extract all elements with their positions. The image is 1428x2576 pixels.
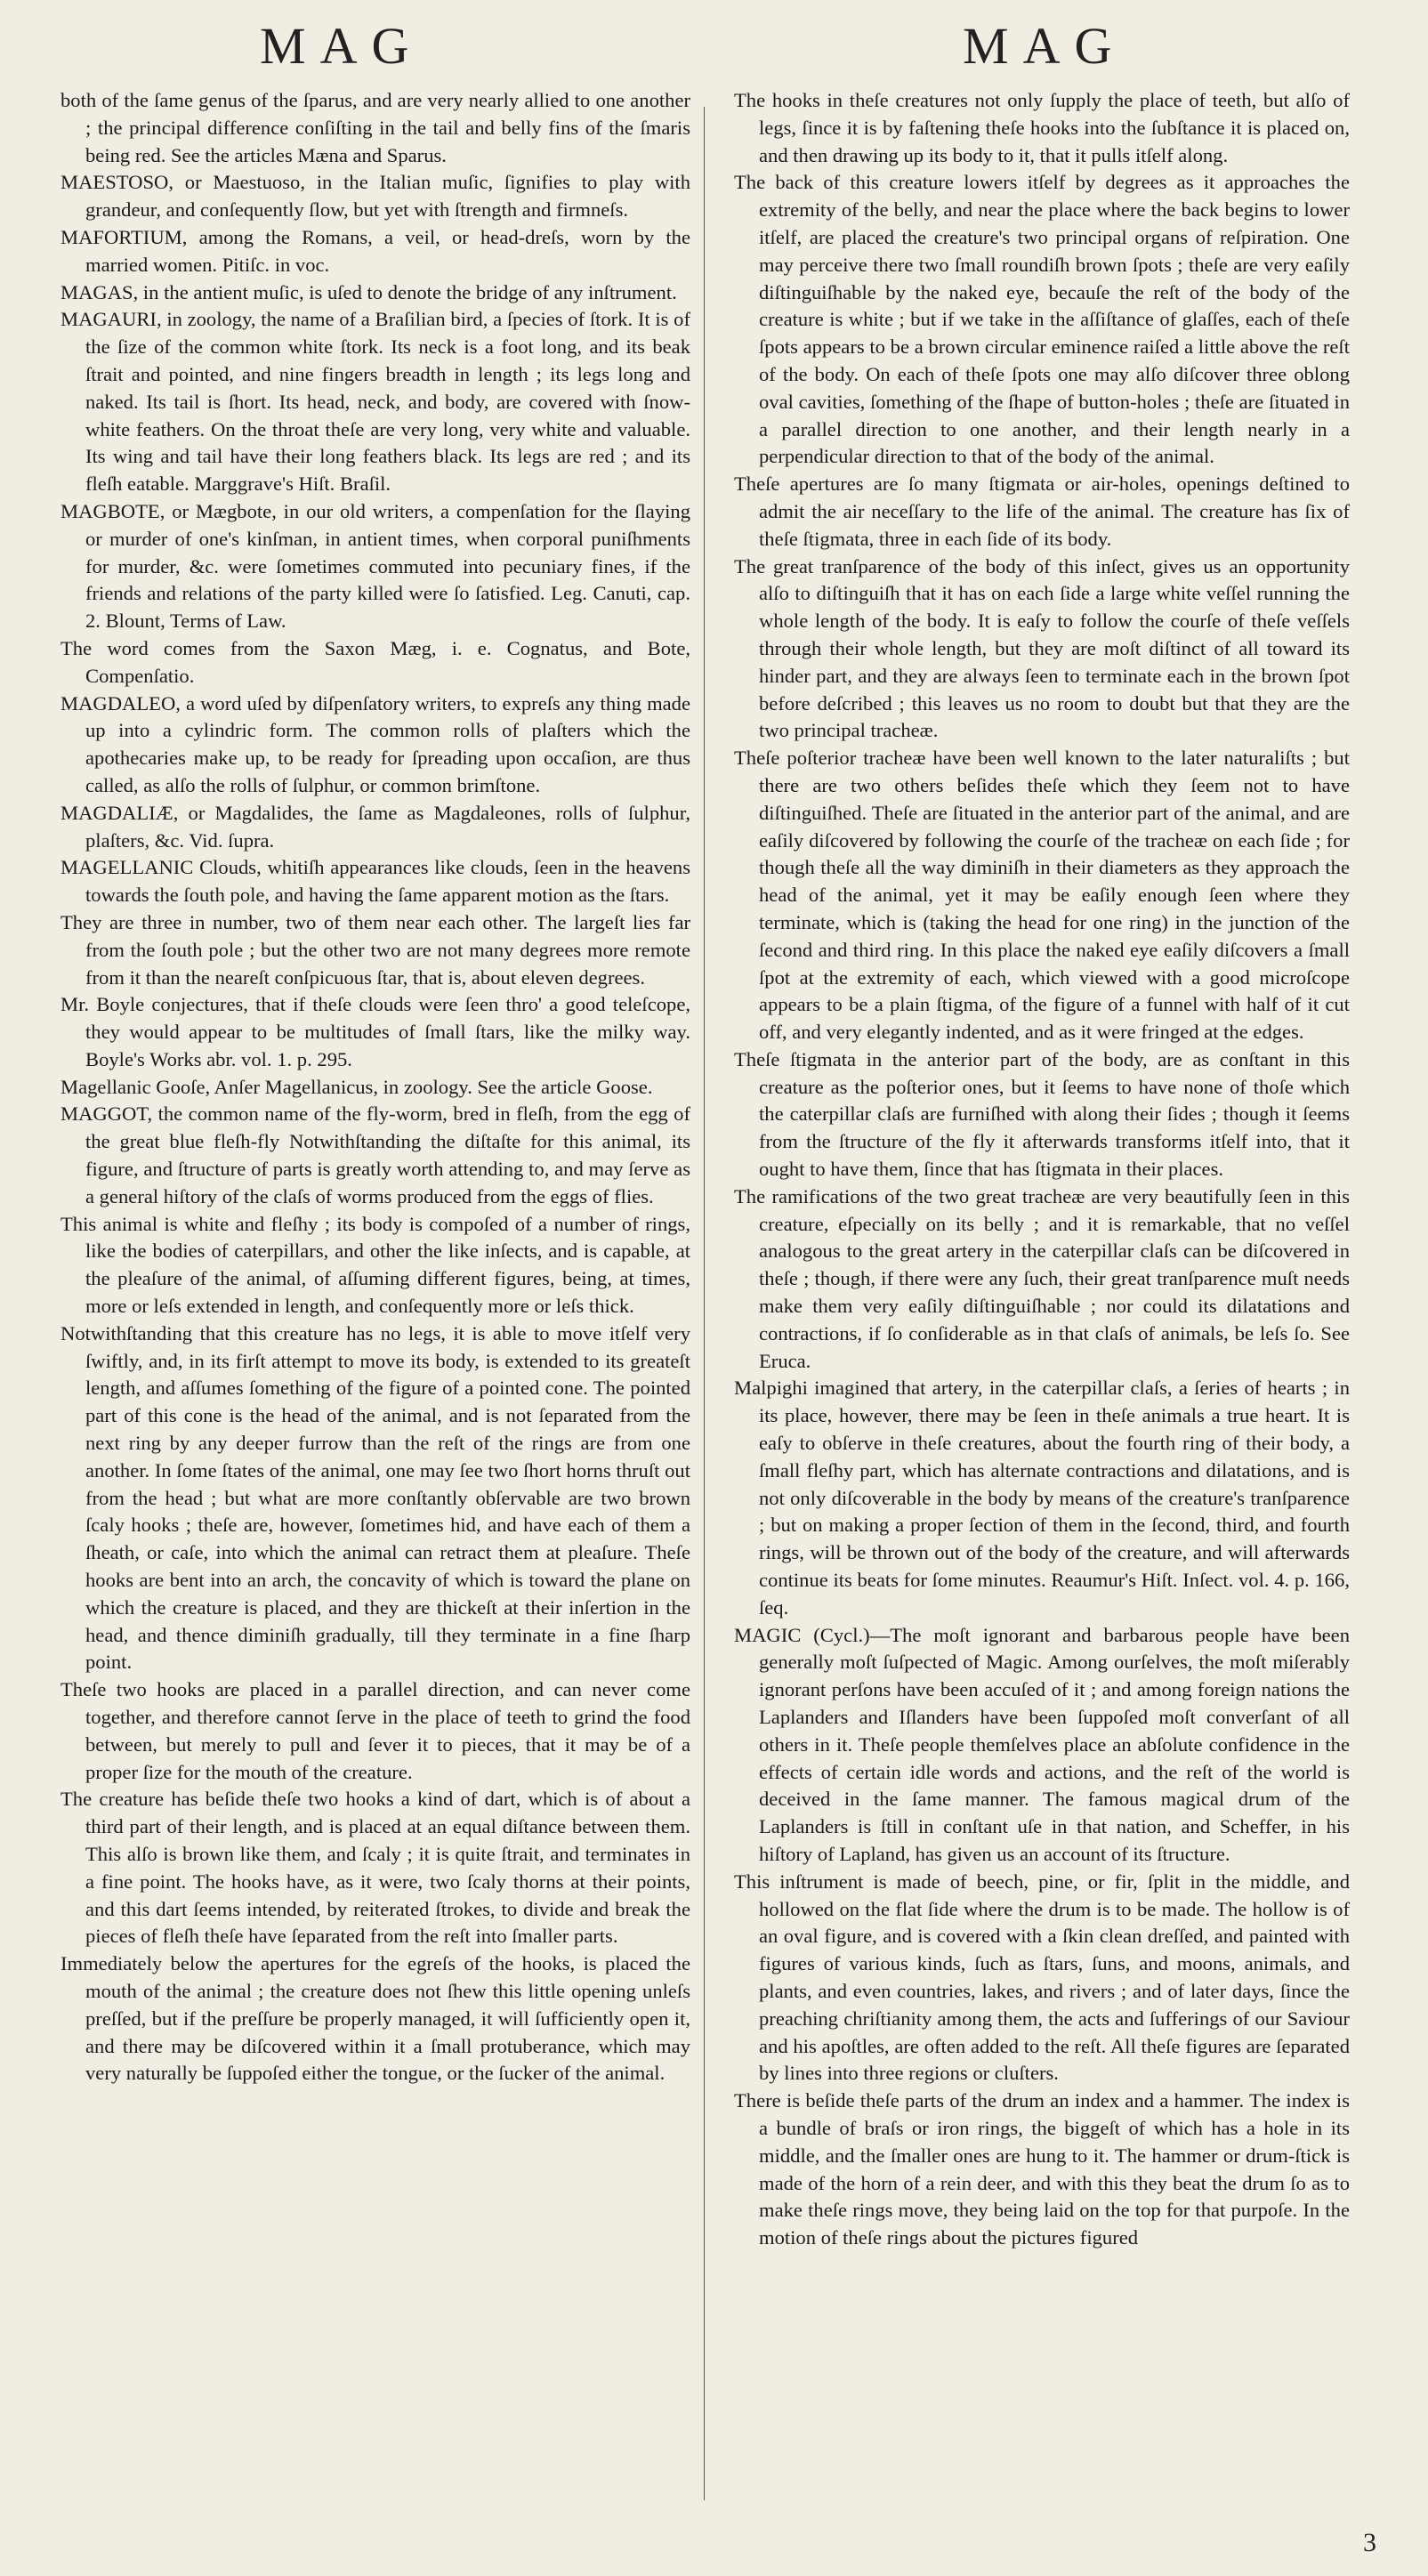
dictionary-entry: MAGDALEO, a word uſed by diſpenſatory writers, to expreſs any thing made up into a cylindric form. The common rolls of plaſters which the apothecaries make up, to be ready for ſpreading upon occaſion, are thus called, as alſo the rolls of ſulphur, or common brimſtone.: [61, 691, 690, 796]
text-paragraph: The word comes from the Saxon Mæg, i. e. Cognatus, and Bote, Compenſatio.: [61, 636, 690, 687]
left-column: [61, 87, 690, 2087]
text-paragraph: The back of this creature lowers itſelf by degrees as it approaches the extremity of the belly, and near the place where the back begins to lower itſelf, are placed the creature's two principal organs of reſpiration. One may perceive there two ſmall roundiſh brown ſpots ; theſe are very eaſily diſtinguiſhable by the naked eye, becauſe the reſt of the body of the creature is white ; but if we take in the aſſiſtance of glaſſes, each of theſe ſpots appears to be a brown circular eminence raiſed a little above the reſt of the body. On each of theſe ſpots one may alſo diſcover three oblong oval cavities, ſomething of the ſhape of button-holes ; theſe are ſituated in a parallel direction to one another, and their length nearly in a perpendicular direction to that of the body of the animal.: [734, 171, 1350, 468]
dictionary-entry: MAESTOSO, or Maestuoso, in the Italian muſic, ſignifies to play with grandeur, and conſequently ſlow, but yet with ſtrength and firmneſs.: [61, 171, 690, 222]
right-column: [734, 87, 1350, 2252]
text-paragraph: Malpighi imagined that artery, in the caterpillar claſs, a ſeries of hearts ; in its place, however, there may be ſeen in theſe animals a true heart. It is eaſy to obſerve in theſe creatures, about the fourth ring of their body, a ſmall fleſhy part, which has alternate contractions and dilatations, and is not only diſcoverable in the body by means of the creature's tranſparence ; but on making a proper ſection of them in the ſecond, third, and fourth rings, will be thrown out of the body of the creature, and will afterwards continue its beats for ſome minutes. Reaumur's Hiſt. Inſect. vol. 4. p. 166, ſeq.: [734, 1377, 1350, 1619]
dictionary-entry: MAFORTIUM, among the Romans, a veil, or head-dreſs, worn by the married women. Pitiſc. in voc.: [61, 225, 690, 276]
dictionary-entry: Magellanic Gooſe, Anſer Magellanicus, in zoology. See the article Goose.: [61, 1075, 653, 1098]
text-paragraph: The creature has beſide theſe two hooks a kind of dart, which is of about a third part of their length, and is placed at an equal diſtance between them. This alſo is brown like them, and ſcaly ; it is quite ſtrait, and terminates in a fine point. The hooks have, as it were, two ſcaly thorns at their points, and this dart ſeems intended, by reiterated ſtrokes, to divide and break the pieces of fleſh theſe have ſeparated from the reſt into ſmaller parts.: [61, 1788, 690, 1948]
dictionary-entry: MAGBOTE, or Mægbote, in our old writers, a compenſation for the ſlaying or murder of one's kinſman, in antient times, when corporal puniſhments for murder, &c. were ſometimes commuted into pecuniary fines, if the friends and relations of the party killed were ſo ſatisfied. Leg. Canuti, cap. 2. Blount, Terms of Law.: [61, 499, 690, 633]
text-paragraph: The hooks in theſe creatures not only ſupply the place of teeth, but alſo of legs, ſince it is by faſtening theſe hooks into the ſubſtance it is placed on, and then drawing up its body to it, that it pulls itſelf along.: [734, 89, 1350, 166]
text-paragraph: This animal is white and fleſhy ; its body is compoſed of a number of rings, like the bodies of caterpillars, and other the like inſects, and is capable, at the pleaſure of the animal, of aſſuming different figures, being, at times, more or leſs extended in length, and conſequently more or leſs thick.: [61, 1212, 690, 1318]
text-paragraph: Immediately below the apertures for the egreſs of the hooks, is placed the mouth of the animal ; the creature does not ſhew this little opening unleſs preſſed, but if the preſſure be properly managed, it will ſufficiently open it, and there may be diſcovered within it a ſmall protuberance, which may very naturally be ſuppoſed either the tongue, or the ſucker of the animal.: [61, 1952, 690, 2085]
text-paragraph: This inſtrument is made of beech, pine, or fir, ſplit in the middle, and hollowed on the flat ſide where the drum is to be made. The hollow is of an oval figure, and is covered with a ſkin clean dreſſed, and painted with figures of various kinds, ſuch as ſtars, ſuns, and moons, animals, and plants, and even countries, lakes, and rivers ; and of later days, ſince the preaching chriſtianity among them, the acts and ſufferings of our Saviour and his apoſtles, are often added to the reſt. All theſe figures are ſeparated by lines into three regions or cluſters.: [734, 1869, 1350, 2085]
text-paragraph: The ramifications of the two great tracheæ are very beautifully ſeen in this creature, eſpecially on its belly ; and it is remarkable, that no veſſel analogous to the great artery in the caterpillar claſs can be diſcovered in theſe ; though, if there were any ſuch, their great tranſparence muſt needs make them very eaſily diſtinguiſhable ; nor could its dilatations and contractions, if ſo conſiderable as in that claſs of animals, be leſs ſo. See Eruca.: [734, 1184, 1350, 1372]
text-paragraph: They are three in number, two of them near each other. The largeſt lies far from the ſouth pole ; but the other two are not many degrees more remote from it than the neareſt conſpicuous ſtar, that is, about eleven degrees.: [61, 910, 690, 989]
text-paragraph: both of the ſame genus of the ſparus, and are very nearly allied to one another ; the principal difference conſiſting in the tail and belly fins of the ſmaris being red. See the articles Mæna and Sparus.: [61, 89, 690, 166]
dictionary-entry: MAGELLANIC Clouds, whitiſh appearances like clouds, ſeen in the heavens towards the ſouth pole, and having the ſame apparent motion as the ſtars.: [61, 856, 690, 907]
text-paragraph: There is beſide theſe parts of the drum an index and a hammer. The index is a bundle of braſs or iron rings, the biggeſt of which has a hole in its middle, and the ſmaller ones are hung to it. The hammer or drum-ſtick is made of the horn of a rein deer, and with this they beat the drum ſo as to make theſe rings move, they being laid on the top for that purpoſe. In the motion of theſe rings about the pictures figured: [734, 2089, 1350, 2249]
dictionary-entry: MAGAS, in the antient muſic, is uſed to denote the bridge of any inſtrument.: [61, 280, 677, 303]
text-paragraph: Theſe ſtigmata in the anterior part of the body, are as conſtant in this creature as the poſterior ones, but it ſeems to have none of thoſe which the caterpillar claſs are furniſhed with along their ſides ; though it ſeems from the ſtructure of the fly it afterwards transforms itſelf into, that it ought to have them, ſince that has ſtigmata in their places.: [734, 1047, 1350, 1181]
dictionary-entry: MAGIC (Cycl.)—The moſt ignorant and barbarous people have been generally moſt ſuſpected of Magic. Among ourſelves, the moſt miſerably ignorant perſons have been accuſed of it ; and among foreign nations the Laplanders and Iſlanders have been ſuppoſed moſt converſant of all others in it. Theſe people themſelves place an abſolute confidence in the effects of certain idle words and actions, and the reſt of the world is deceived in the ſame manner. The famous magical drum of the Laplanders is ſtill in conſtant uſe in that nation, and Scheffer, in his hiſtory of Lapland, has given us an account of its ſtructure.: [734, 1623, 1350, 1865]
text-paragraph: Mr. Boyle conjectures, that if theſe clouds were ſeen thro' a good teleſcope, they would appear to be multitudes of ſmall ſtars, like the milky way. Boyle's Works abr. vol. 1. p. 295.: [61, 993, 690, 1070]
text-paragraph: Theſe two hooks are placed in a parallel direction, and can never come together, and therefore cannot ſerve in the place of teeth to grind the food between, but merely to pull and ſever it to pieces, that it may be of a proper ſize for the mouth of the creature.: [61, 1678, 690, 1783]
dictionary-entry: MAGDALIÆ, or Magdalides, the ſame as Magdaleones, rolls of ſulphur, plaſters, &c. Vid. ſupra.: [61, 801, 690, 852]
text-paragraph: Theſe poſterior tracheæ have been well known to the later naturaliſts ; but there are two others beſides theſe which they ſeem not to have diſtinguiſhed. Theſe are ſituated in the anterior part of the animal, and are eaſily diſcovered by following the courſe of the tracheæ on each ſide ; for though theſe all the way diminiſh in their diameters as they approach the head of the animal, yet it may be eaſily enough ſeen where they terminate, which is (taking the head for one ring) in the junction of the ſecond and third ring. In this place the naked eye eaſily diſcovers a ſmall ſpot at the extremity of each, which viewed with a good microſcope appears to be a plain ſtigma, of the figure of a funnel with half of it cut off, and very elegantly indented, and as it were fringed at the edges.: [734, 747, 1350, 1044]
text-paragraph: Notwithſtanding that this creature has no legs, it is able to move itſelf very ſwiftly, and, in its firſt attempt to move its body, is extended to its greateſt length, and aſſumes ſomething of the figure of a pointed cone. The pointed part of this cone is the head of the animal, and is not ſeparated from the next ring by any deeper furrow than the reſt of the rings are from one another. In ſome ſtates of the animal, one may ſee two ſhort horns thruſt out from the head ; but what are more conſtantly obſervable are two brown ſcaly hooks ; theſe are, however, ſometimes hid, and have each of them a ſheath, or caſe, into which the animal can retract them at pleaſure. Theſe hooks are bent into an arch, the concavity of which is toward the plane on which the creature is placed, and they are thickeſt at their inſertion in the head, and thence diminiſh gradually, till they terminate in a fine ſharp point.: [61, 1321, 690, 1674]
dictionary-entry: MAGAURI, in zoology, the name of a Braſilian bird, a ſpecies of ſtork. It is of the ſize of the common white ſtork. Its neck is a foot long, and its beak ſtrait and pointed, and nine fingers breadth in length ; its legs long and naked. Its tail is ſhort. Its head, neck, and body, are covered with ſnow-white feathers. On the throat theſe are very long, very white and valuable. Its wing and tail have their long feathers black. Its legs are red ; and its fleſh eatable. Marggrave's Hiſt. Braſil.: [61, 308, 690, 496]
running-head-left: MAG: [260, 17, 424, 75]
column-divider: [704, 107, 705, 2500]
dictionary-entry: MAGGOT, the common name of the fly-worm, bred in fleſh, from the egg of the great blue fleſh-fly Notwithſtanding the diſtaſte for this animal, its figure, and ſtructure of parts is greatly worth attending to, and may ſerve as a general hiſtory of the claſs of worms produced from the eggs of flies.: [61, 1102, 690, 1207]
text-paragraph: Theſe apertures are ſo many ſtigmata or air-holes, openings deſtined to admit the air neceſſary to the life of the animal. The creature has ſix of theſe ſtigmata, three in each ſide of its body.: [734, 472, 1350, 550]
text-paragraph: The great tranſparence of the body of this inſect, gives us an opportunity alſo to diſtinguiſh that it has on each ſide a large white veſſel running the whole length of the body. It is eaſy to follow the courſe of theſe veſſels through their whole length, but they are moſt diſtinct of all toward its hinder part, and they are always ſeen to terminate each in the brown ſpot before deſcribed ; this leaves us no room to doubt but that they are the two principal tracheæ.: [734, 554, 1350, 742]
running-head-right: MAG: [963, 17, 1126, 75]
page-number: 3: [1363, 2528, 1376, 2557]
